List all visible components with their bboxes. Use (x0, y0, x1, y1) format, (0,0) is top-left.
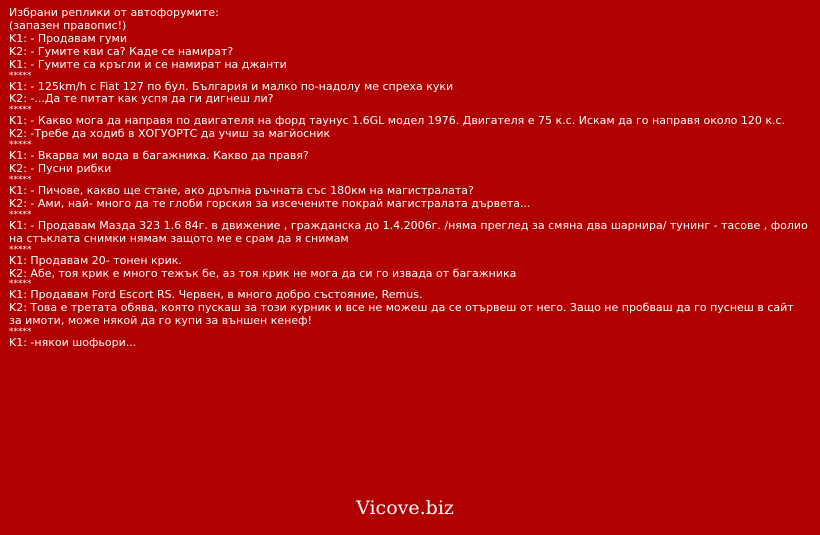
text-line: K1: -някои шофьори... (9, 336, 137, 350)
text-line: K2: -...Да те питат как успя да ги дигнеш ли? (9, 92, 274, 106)
text-line: (запазен правопис!) (9, 18, 127, 32)
separator: ***** (9, 70, 32, 81)
text-line: K2: - Пусни рибки (9, 162, 112, 176)
text-line: K2: -Требе да ходиб в ХОГУОРТС да учиш за магйосник (9, 127, 331, 141)
separator: ***** (9, 244, 32, 255)
text-line: K1: - Продавам Мазда 323 1.6 84г. в движение , гражданска до 1.4.2006г. /няма преглед за смяна два шарнира/ тунинг - тасове , фолио на стъклата снимки нямам защото ме е срам да я снимам (9, 218, 808, 245)
separator: ***** (9, 140, 32, 151)
text-line: K1: - Вкарва ми вода в багажника. Какво да правя? (9, 149, 309, 163)
text-line: K1: - Пичове, какво ще стане, ако дръпна ръчната със 180км на магистралата? (9, 183, 474, 197)
joke-text (9, 7, 809, 350)
text-line: K2: Това е третата обява, която пускаш за този курник и все не можеш да се отървеш от него. Защо не пробваш да го пуснеш в сайт за имоти, може някой да го купи за външен кенеф! (9, 301, 794, 328)
separator: ***** (9, 327, 32, 338)
site-name: Vicove.biz (356, 497, 454, 519)
separator: ***** (9, 279, 32, 290)
separator: ***** (9, 209, 32, 220)
text-line: Избрани реплики от автофорумите: (9, 6, 219, 19)
site-watermark (0, 496, 820, 520)
text-line: K1: Продавам Ford Escort RS. Червен, в много добро състояние, Remus. (9, 288, 423, 302)
text-line: K1: - Какво мога да направя по двигателя на форд таунус 1.6GL модел 1976. Двигателя е 75 к.с. Искам да го направя около 120 к.с. (9, 114, 786, 128)
separator: ***** (9, 105, 32, 116)
text-line: K1: Продавам 20- тонен крик. (9, 253, 182, 267)
separator: ***** (9, 174, 32, 185)
text-line: K2: - Ами, най- много да те глоби горския за изсечените покрай магистралата дървета... (9, 196, 531, 210)
text-line: K1: - Продавам гуми (9, 31, 127, 45)
text-line: K1: - 125km/h с Fiat 127 по бул. България и малко по-надолу ме спреха куки (9, 79, 454, 93)
text-line: K1: - Гумите са кръгли и се намират на джанти (9, 57, 287, 71)
text-line: K2: Абе, тоя крик е много тежък бе, аз тоя крик не мога да си го извада от багажника (9, 266, 517, 280)
text-line: K2: - Гумите кви са? Каде се намират? (9, 44, 234, 58)
